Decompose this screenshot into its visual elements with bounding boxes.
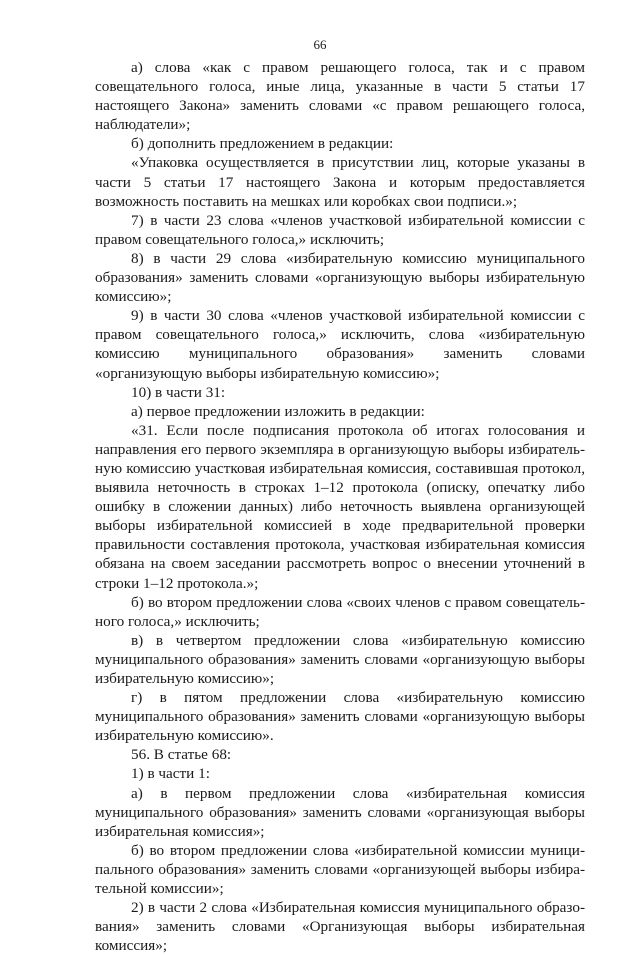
paragraph: б) во втором предложении слова «своих членов с правом совещательного голоса,» исключить; — [95, 593, 585, 630]
paragraph: в) в четвертом предложении слова «избирательную комиссию муниципального образования» заменить словами «организующую выборы избирательную комиссию»; — [95, 631, 585, 687]
paragraph: 7) в части 23 слова «членов участковой избирательной комиссии с правом совещательного голоса,» исключить; — [95, 211, 585, 248]
paragraph: «31. Если после подписания протокола об итогах голосования и направления его первого экземпляра в организующую выборы избирательную комиссию участковая избирательная комиссия, составившая протокол, выявила неточность в строках 1–12 протокола (описку, опечатку либо ошибку в сложении данных) либо неточность выявлена организующей выборы избирательной комиссией в ходе предварительной проверки правильности составления протокола, участковая избирательная комиссия обязана на своем заседании рассмотреть вопрос о внесении уточнений в строки 1–12 протокола.»; — [95, 421, 585, 592]
paragraph: а) слова «как с правом решающего голоса, так и с правом совещательного голоса, иные лица, указанные в части 5 статьи 17 настоящего Закона» заменить словами «с правом решающего голоса, наблюдатели»; — [95, 59, 585, 134]
paragraph: г) в пятом предложении слова «избирательную комиссию муниципального образования» заменить словами «организующую выборы избирательную комиссию». — [95, 689, 585, 745]
paragraph: 10) в части 31: — [131, 383, 226, 401]
document-body — [95, 58, 585, 955]
paragraph: «Упаковка осуществляется в присутствии лиц, которые указаны в части 5 статьи 17 настоящего Закона и которым предоставляется возможность поставить на мешках или коробках свои подписи.»; — [95, 154, 585, 210]
paragraph: а) в первом предложении слова «избирательная комиссия муниципального образования» заменить словами «организующая выборы избирательная комиссия»; — [95, 784, 585, 840]
paragraph: 8) в части 29 слова «избирательную комиссию муниципального образования» заменить словами «организующую выборы избирательную комиссию»; — [95, 249, 585, 306]
paragraph: 9) в части 30 слова «членов участковой избирательной комиссии с правом совещательного голоса,» исключить, слова «избирательную комиссию муниципального образования» заменить словами «организующую выборы избирательную комиссию»; — [95, 307, 585, 382]
paragraph: б) во втором предложении слова «избирательной комиссии муниципального образования» заменить словами «организующей выборы избирательной комиссии»; — [95, 841, 585, 898]
paragraph: а) первое предложении изложить в редакции: — [131, 402, 425, 420]
page-number: 66 — [313, 37, 327, 52]
paragraph: 1) в части 1: — [131, 765, 210, 783]
paragraph: 2) в части 2 слова «Избирательная комиссия муниципального образования» заменить словами «Организующая выборы избирательная комиссия»; — [95, 899, 585, 955]
paragraph: б) дополнить предложением в редакции: — [131, 135, 394, 153]
paragraph: 56. В статье 68: — [131, 746, 232, 764]
